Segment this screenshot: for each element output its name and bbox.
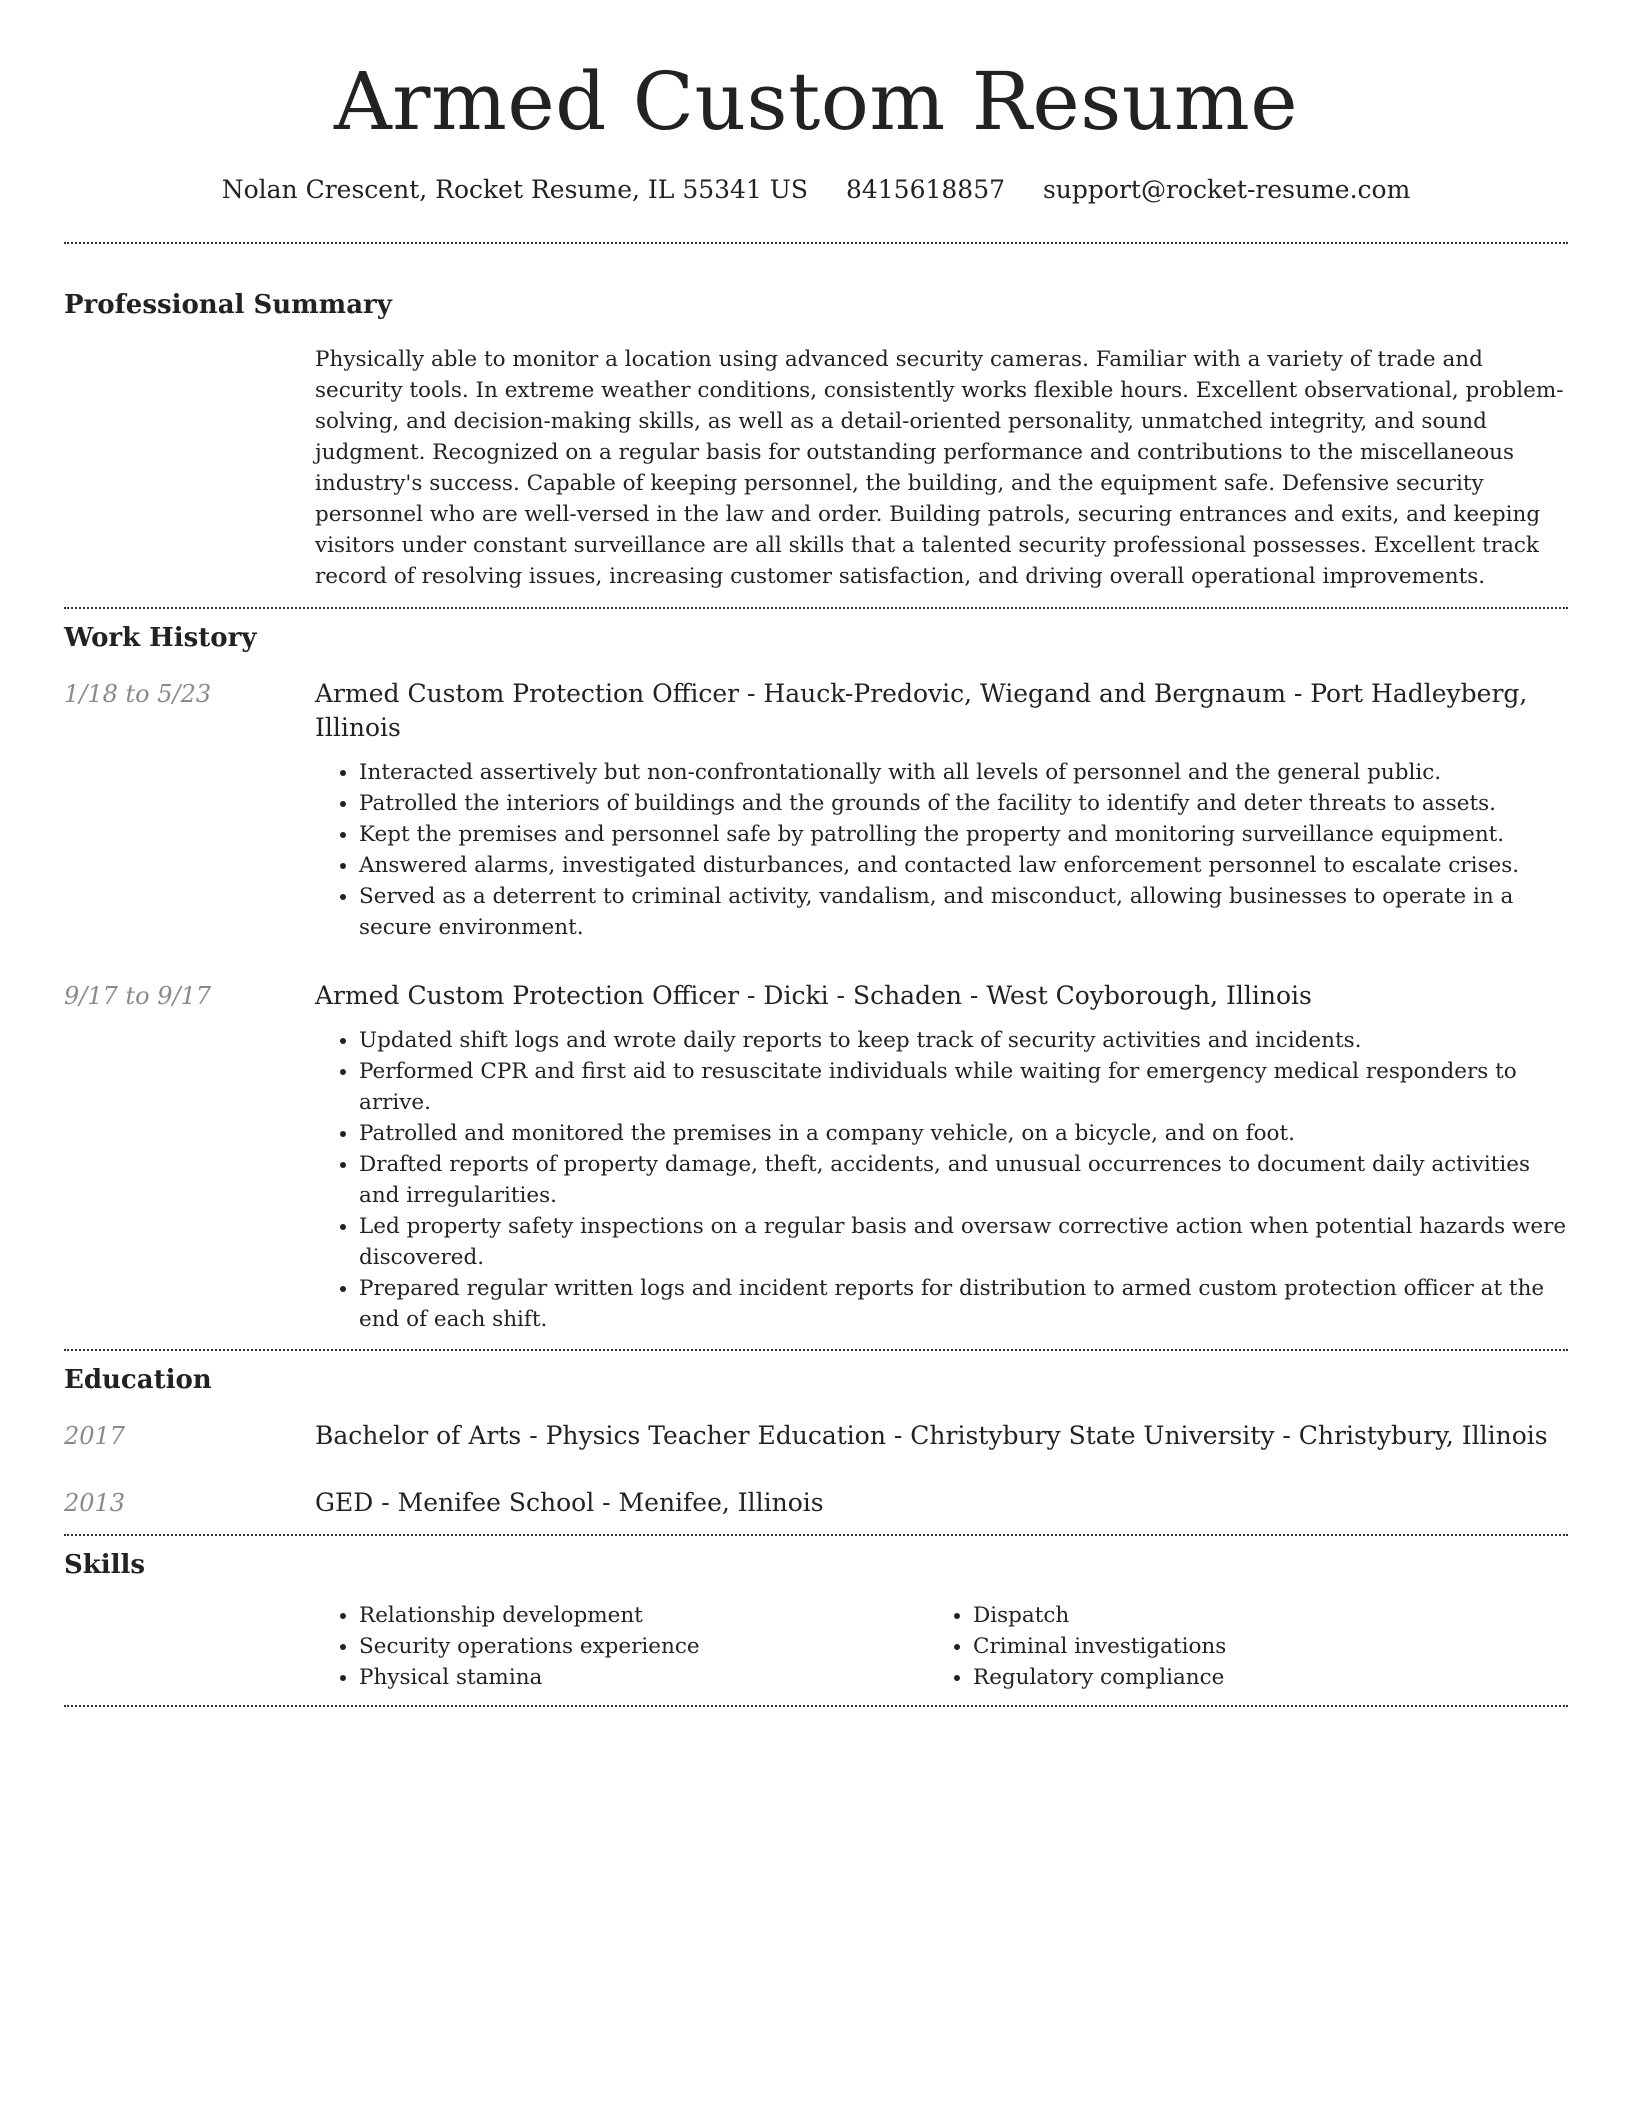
skill-item: • Relationship development bbox=[359, 1600, 929, 1631]
summary-text: Physically able to monitor a location using advanced security cameras. Familiar with a variety of trade and security tools. In extreme weather conditions, consistently works flexible hours. Excellent observational, problem-solving, and decision-making skills, as well as a detail-oriented personality, unmatched integrity, and sound judgment. Recognized on a regular basis for outstanding performance and contributions to the miscellaneous industry's success. Capable of keeping personnel, the building, and the equipment safe. Defensive security personnel who are well-versed in the law and order. Building patrols, securing entrances and exits, and keeping visitors under constant surveillance are all skills that a talented security professional possesses. Excellent track record of resolving issues, increasing customer satisfaction, and driving overall operational improvements. bbox=[315, 347, 1564, 589]
summary-title: Professional Summary bbox=[64, 290, 392, 320]
skill-item: • Physical stamina bbox=[359, 1662, 929, 1693]
list-item: • Updated shift logs and wrote daily reports to keep track of security activities and incidents. bbox=[359, 1025, 1568, 1056]
skill-item: • Security operations experience bbox=[359, 1631, 929, 1662]
list-item: • Patrolled and monitored the premises in a company vehicle, on a bicycle, and on foot. bbox=[359, 1118, 1568, 1149]
contact-address: Nolan Crescent, Rocket Resume, IL 55341 US bbox=[221, 175, 808, 204]
summary-section bbox=[64, 244, 1568, 592]
list-item: • Performed CPR and first aid to resuscitate individuals while waiting for emergency medical responders to arrive. bbox=[359, 1056, 1568, 1118]
list-item: • Answered alarms, investigated disturbances, and contacted law enforcement personnel to escalate crises. bbox=[359, 850, 1568, 881]
list-item: • Interacted assertively but non-confrontationally with all levels of personnel and the general public. bbox=[359, 757, 1568, 788]
list-item: • Served as a deterrent to criminal activity, vandalism, and misconduct, allowing businesses to operate in a secure environment. bbox=[359, 881, 1568, 943]
work-history-title: Work History bbox=[64, 623, 257, 653]
skill-item: • Criminal investigations bbox=[973, 1631, 1543, 1662]
education-year: 2013 bbox=[64, 1489, 126, 1517]
job-body bbox=[315, 979, 1568, 1335]
contact-email: support@rocket-resume.com bbox=[1042, 175, 1411, 204]
skill-item: • Regulatory compliance bbox=[973, 1662, 1543, 1693]
divider bbox=[64, 1705, 1568, 1707]
education-body bbox=[315, 1419, 1568, 1453]
job-bullets bbox=[315, 757, 1568, 943]
job-entry bbox=[64, 677, 1568, 943]
resume-name: Armed Custom Resume bbox=[333, 55, 1299, 148]
education-degree: Bachelor of Arts - Physics Teacher Education - Christybury State University - Christybury, Illinois bbox=[315, 1421, 1548, 1450]
job-entry bbox=[64, 979, 1568, 1335]
education-entry bbox=[64, 1419, 1568, 1453]
list-item: • Led property safety inspections on a regular basis and oversaw corrective action when potential hazards were discovered. bbox=[359, 1211, 1568, 1273]
skills-section bbox=[64, 1536, 1568, 1693]
job-bullets bbox=[315, 1025, 1568, 1335]
skills-title: Skills bbox=[64, 1550, 146, 1580]
job-title: Armed Custom Protection Officer - Dicki - Schaden - West Coyborough, Illinois bbox=[315, 981, 1312, 1010]
job-body bbox=[315, 677, 1568, 943]
education-entry bbox=[64, 1486, 1568, 1520]
education-title: Education bbox=[64, 1365, 212, 1395]
skills-grid bbox=[315, 1600, 1568, 1693]
job-dates: 1/18 to 5/23 bbox=[64, 680, 212, 708]
skills-column-right bbox=[929, 1600, 1543, 1693]
work-history-section bbox=[64, 609, 1568, 1349]
skill-item: • Dispatch bbox=[973, 1600, 1543, 1631]
education-year: 2017 bbox=[64, 1422, 126, 1450]
education-section bbox=[64, 1351, 1568, 1534]
education-body bbox=[315, 1486, 1568, 1520]
list-item: • Prepared regular written logs and incident reports for distribution to armed custom protection officer at the end of each shift. bbox=[359, 1273, 1568, 1335]
list-item: • Patrolled the interiors of buildings and the grounds of the facility to identify and deter threats to assets. bbox=[359, 788, 1568, 819]
list-item: • Kept the premises and personnel safe by patrolling the property and monitoring surveillance equipment. bbox=[359, 819, 1568, 850]
job-title: Armed Custom Protection Officer - Hauck-Predovic, Wiegand and Bergnaum - Port Hadleyberg, Illinois bbox=[315, 679, 1528, 742]
contact-phone: 8415618857 bbox=[845, 175, 1006, 204]
list-item: • Drafted reports of property damage, theft, accidents, and unusual occurrences to document daily activities and irregularities. bbox=[359, 1149, 1568, 1211]
skills-column-left bbox=[315, 1600, 929, 1693]
contact-line bbox=[64, 172, 1568, 208]
education-degree: GED - Menifee School - Menifee, Illinois bbox=[315, 1488, 824, 1517]
job-dates: 9/17 to 9/17 bbox=[64, 982, 212, 1010]
